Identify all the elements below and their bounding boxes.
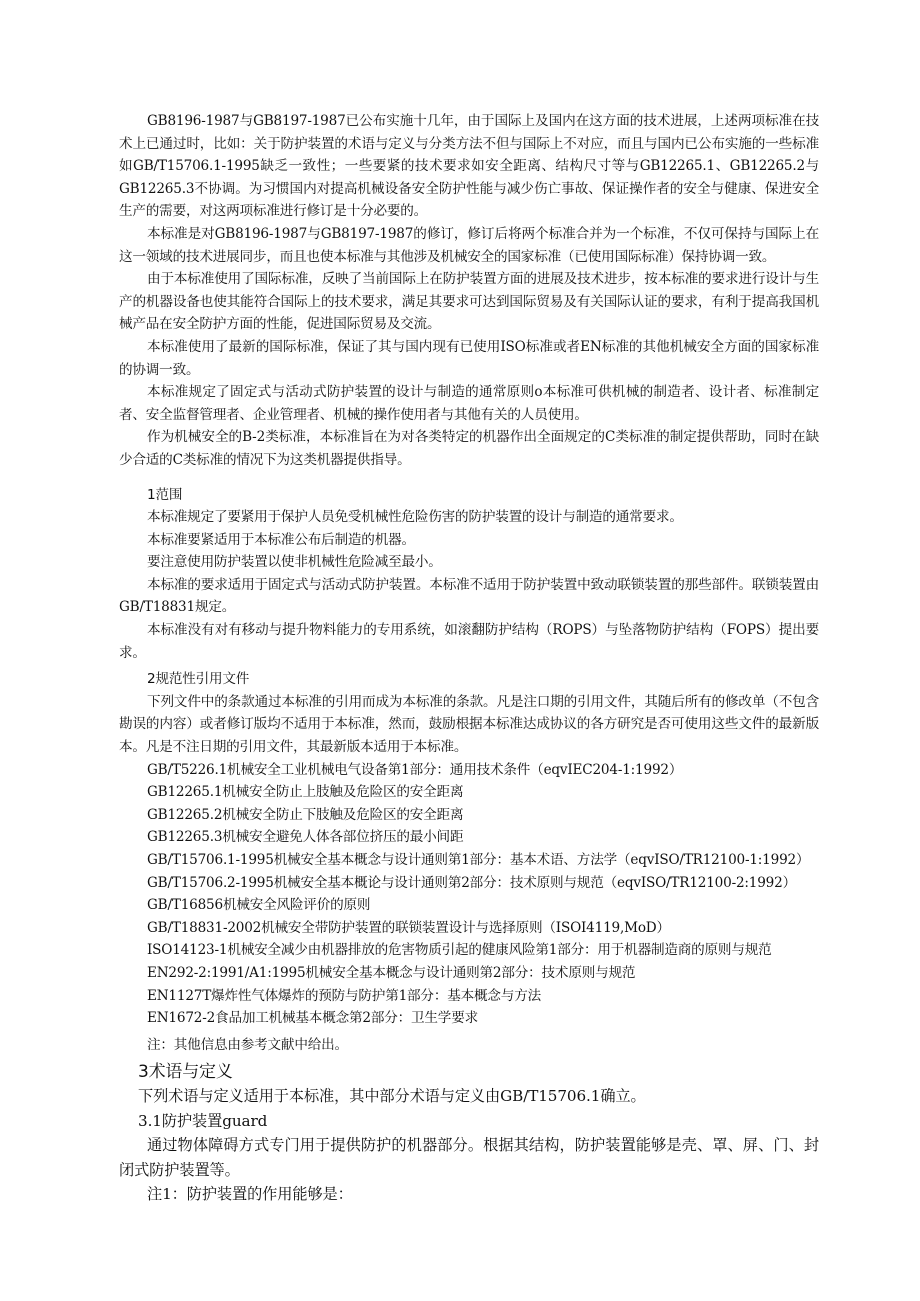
scope-paragraph: 本标准要紧适用于本标准公布后制造的机器。 [147,531,415,548]
intro-paragraph: 本标准是对GB8196-1987与GB8197-1987的修订，修订后将两个标准合并为一个标准，不仅可保持与国际上在这一领域的技术进展同步，而且也使本标准与其他涉及机械安全的国家标准（已使用国际标准）保持协调一致。 [119,225,819,265]
document-body [119,110,819,1206]
section-heading-scope: 1范围 [147,486,183,503]
term-heading-guard: 3.1防护装置guard [138,1111,268,1130]
reference-item: ISO14123-1机械安全减少由机器排放的危害物质引起的健康风险第1部分：用于机器制造商的原则与规范 [147,942,772,959]
scope-paragraph: 本标准规定了要紧用于保护人员免受机械性危险伤害的防护装置的设计与制造的通常要求。 [147,509,683,526]
references-note: 注：其他信息由参考文献中给出。 [147,1036,348,1053]
intro-paragraph: 由于本标准使用了国际标准，反映了当前国际上在防护装置方面的进展及技术进步，按本标准的要求进行设计与生产的机器设备也使其能符合国际上的技术要求，满足其要求可达到国际贸易及有关国际认证的要求，有利于提高我国机械产品在安全防护方面的性能，促进国际贸易及交流。 [119,271,819,333]
reference-item: GB/T5226.1机械安全工业机械电气设备第1部分：通用技术条件（eqvIEC204-1:1992） [147,761,683,778]
reference-item: GB/T15706.2-1995机械安全基本概论与设计通则第2部分：技术原则与规范（eqvISO/TR12100-2:1992） [147,874,796,891]
reference-item: EN1127T爆炸性气体爆炸的预防与防护第1部分：基本概念与方法 [147,987,541,1004]
scope-paragraph: 本标准没有对有移动与提升物料能力的专用系统，如滚翻防护结构（ROPS）与坠落物防护结构（FOPS）提出要求。 [119,622,819,661]
section-heading-normative-references: 2规范性引用文件 [147,671,250,688]
reference-item: EN292-2:1991/A1:1995机械安全基本概念与设计通则第2部分：技术原则与规范 [147,964,636,981]
intro-paragraph: 本标准使用了最新的国际标准，保证了其与国内现有已使用ISO标准或者EN标准的其他机械安全方面的国家标准的协调一致。 [119,338,819,378]
reference-item: GB12265.1机械安全防止上肢触及危险区的安全距离 [147,784,464,801]
scope-paragraph: 要注意使用防护装置以使非机械性危险减至最小。 [147,554,442,571]
terms-intro-paragraph: 下列术语与定义适用于本标准，其中部分术语与定义由GB/T15706.1确立。 [138,1087,646,1106]
reference-item: GB/T16856机械安全风险评价的原则 [147,897,371,914]
scope-paragraph: 本标准的要求适用于固定式与活动式防护装置。本标准不适用于防护装置中致动联锁装置的那些部件。联锁装置由GB/T18831规定。 [119,576,819,616]
term-note: 注1：防护装置的作用能够是： [147,1184,353,1203]
reference-item: GB12265.2机械安全防止下肢触及危险区的安全距离 [147,806,464,823]
reference-item: EN1672-2食品加工机械基本概念第2部分：卫生学要求 [147,1010,478,1027]
reference-item: GB12265.3机械安全避免人体各部位挤压的最小间距 [147,829,464,846]
intro-paragraph: GB8196-1987与GB8197-1987已公布实施十几年，由于国际上及国内在这方面的技术进展，上述两项标准在技术上已通过时，比如：关于防护装置的术语与定义与分类方法不但与国际上不对应，而且与国内已公布实施的一些标准如GB/T15706.1-1995缺乏一致性；一些要紧的技术要求如安全距离、结构尺寸等与GB12265.1、GB12265.2与GB12265.3不协调。为习惯国内对提高机械设备安全防护性能与减少伤亡事故、保证操作者的安全与健康、保进安全生产的需要，对这两项标准进行修订是十分必要的。 [119,113,819,220]
reference-item: GB/T18831-2002机械安全带防护装置的联锁装置设计与选择原则（ISOI4119,MoD） [147,919,670,936]
intro-paragraph: 作为机械安全的B-2类标准，本标准旨在为对各类特定的机器作出全面规定的C类标准的制定提供帮助，同时在缺少合适的C类标准的情况下为这类机器提供指导。 [119,429,819,468]
references-intro-paragraph: 下列文件中的条款通过本标准的引用而成为本标准的条款。凡是注口期的引用文件，其随后所有的修改单（不包含勘误的内容）或者修订版均不适用于本标准，然而，鼓励根据本标准达成协议的各方研究是否可使用这些文件的最新版本。凡是不注日期的引用文件，其最新版本适用于本标准。 [119,693,819,756]
section-heading-terms-definitions: 3术语与定义 [138,1062,233,1083]
intro-paragraph: 本标准规定了固定式与活动式防护装置的设计与制造的通常原则o本标准可供机械的制造者、设计者、标准制定者、安全监督管理者、企业管理者、机械的操作使用者与其他有关的人员使用。 [119,384,819,423]
reference-item: GB/T15706.1-1995机械安全基本概念与设计通则第1部分：基本术语、方法学（eqvISO/TR12100-1:1992） [147,852,810,868]
term-definition-guard: 通过物体障碍方式专门用于提供防护的机器部分。根据其结构，防护装置能够是壳、罩、屏、门、封闭式防护装置等。 [119,1136,819,1179]
